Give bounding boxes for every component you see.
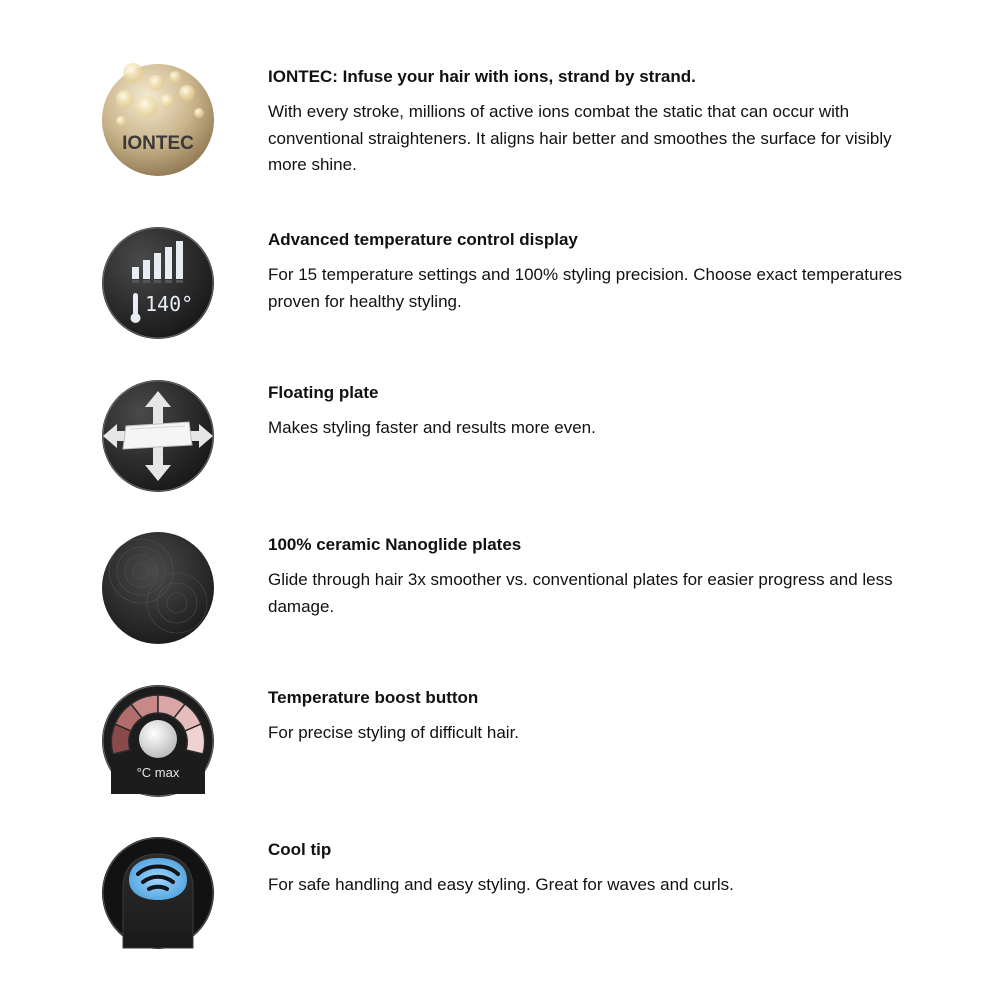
feature-description: For 15 temperature settings and 100% styling precision. Choose exact temperatures proven for healthy styling. [268, 265, 903, 311]
temperature-display-icon [101, 226, 215, 340]
boost-label: °C max [136, 765, 180, 780]
cool-tip-icon [101, 836, 215, 950]
ceramic-plate-icon [101, 531, 215, 645]
feature-description: With every stroke, millions of active ions combat the static that can occur with conventional straighteners. It aligns hair better and smoothes the surface for visibly more shine. [268, 102, 892, 174]
temperature-readout: 140° [145, 292, 194, 316]
feature-cool-tip-text [268, 839, 918, 899]
feature-title: Cool tip [268, 840, 332, 859]
feature-iontec-text [268, 66, 918, 179]
temperature-boost-icon [101, 684, 215, 798]
feature-title: Temperature boost button [268, 688, 479, 707]
feature-ceramic-plates-text [268, 534, 918, 620]
feature-title: Advanced temperature control display [268, 230, 578, 249]
feature-floating-plate-text [268, 382, 918, 442]
feature-temperature-display-text [268, 229, 918, 315]
iontec-icon-label: IONTEC [122, 133, 194, 154]
iontec-icon [101, 63, 215, 177]
floating-plate-icon [101, 379, 215, 493]
feature-title: Floating plate [268, 383, 379, 402]
feature-temperature-boost-text [268, 687, 918, 747]
feature-description: For precise styling of difficult hair. [268, 723, 520, 742]
feature-description: Makes styling faster and results more even. [268, 418, 596, 437]
feature-description: For safe handling and easy styling. Great for waves and curls. [268, 875, 734, 894]
feature-title: 100% ceramic Nanoglide plates [268, 535, 522, 554]
feature-title: IONTEC: Infuse your hair with ions, strand by strand. [268, 67, 696, 86]
feature-description: Glide through hair 3x smoother vs. conventional plates for easier progress and less damage. [268, 570, 893, 616]
